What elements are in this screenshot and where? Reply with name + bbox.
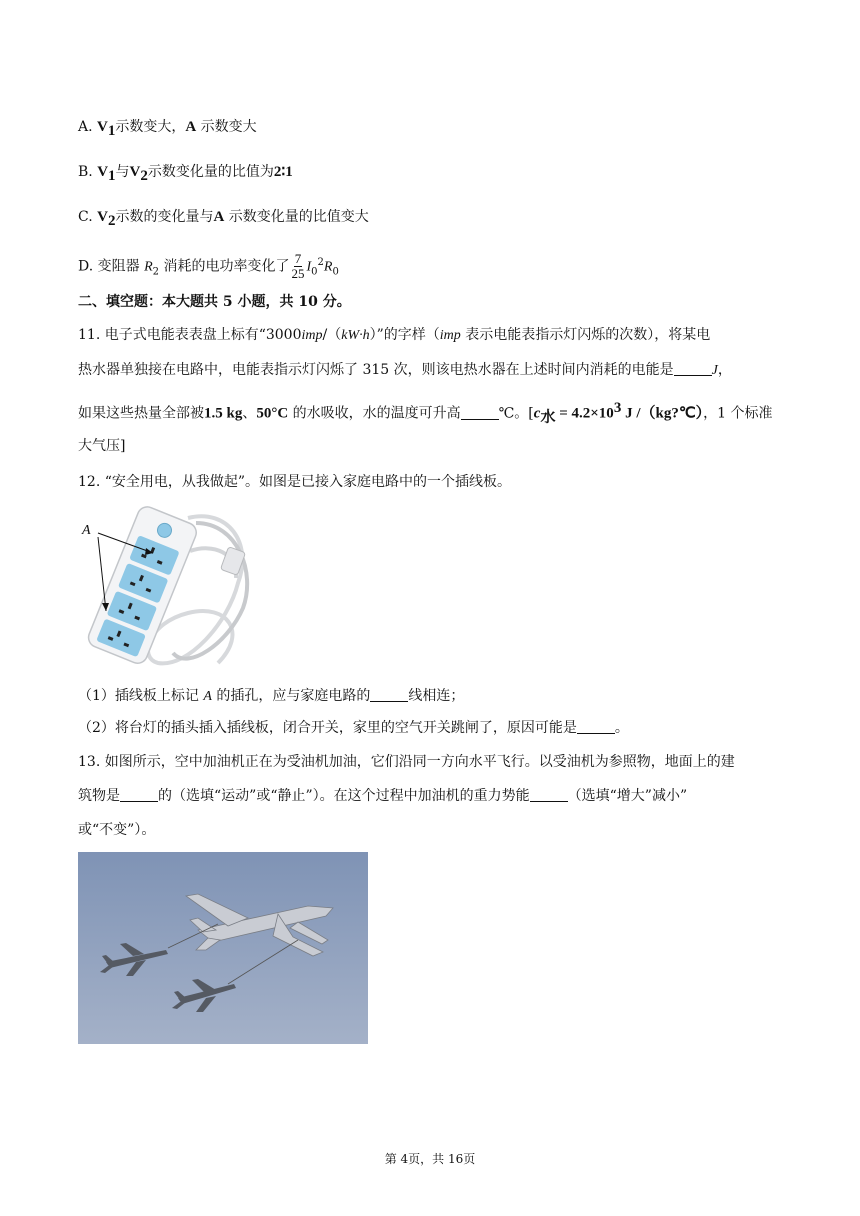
option-c: C. $V_2$示数的变化量与A 示数变化量的比值变大	[78, 209, 369, 229]
option-d: D. 变阻器 $R_2$ 消耗的电功率变化了 $\frac{7}{25}$ $I_0^2R_0$	[78, 251, 339, 282]
fraction: $\frac{7}{25}$	[291, 251, 305, 282]
q13-line2: 筑物是 的（选填“运动”或“静止”）。在这个过程中加油机的重力势能 （选填“增大”减小”	[78, 788, 688, 804]
answer-blank	[120, 787, 158, 802]
answer-blank	[577, 719, 615, 734]
option-b: B. $V_1$与$V_2$示数变化量的比值为2∶1	[78, 164, 293, 184]
q13-line3: 或“不变”）。	[78, 822, 156, 838]
q11-line1: 11. 电子式电能表表盘上标有“3000imp/（kW·h）”的字样（imp 表示电能表指示灯闪烁的次数），将某电	[78, 327, 711, 343]
aerial-refueling-image	[78, 852, 368, 1044]
label-a: A	[82, 523, 91, 538]
q12-sub2: （2）将台灯的插头插入插线板，闭合开关，家里的空气开关跳闸了，原因可能是 。	[78, 720, 629, 736]
q11-line4: 大气压]	[78, 438, 126, 454]
q12-sub1: （1）插线板上标记 A 的插孔，应与家庭电路的 线相连；	[78, 688, 465, 704]
power-strip-drawing	[78, 503, 258, 675]
answer-blank	[370, 687, 408, 702]
power-strip-image	[78, 503, 258, 675]
answer-blank	[530, 787, 568, 802]
answer-blank	[674, 361, 712, 376]
q13-line1: 13. 如图所示，空中加油机正在为受油机加油，它们沿同一方向水平飞行。以受油机为参照物，地面上的建	[78, 754, 735, 770]
option-a: A. $V_1$示数变大，A 示数变大	[78, 119, 257, 139]
aerial-refueling-drawing	[78, 852, 368, 1044]
q12-title: 12. “安全用电，从我做起”。如图是已接入家庭电路中的一个插线板。	[78, 474, 512, 490]
q11-line2: 热水器单独接在电路中，电能表指示灯闪烁了 315 次，则该电热水器在上述时间内消耗的电能是 J，	[78, 362, 732, 378]
answer-blank	[461, 405, 499, 420]
page-footer: 第 4页，共 16页	[384, 1152, 476, 1166]
section-heading: 二、填空题：本大题共 5 小题，共 10 分。	[78, 294, 351, 310]
q11-line3: 如果这些热量全部被1.5 kg、50°C 的水吸收，水的温度可升高 ℃。[$c_水 = 4.2\times 10^3$ J /（kg?℃），1 个标准	[78, 400, 773, 426]
